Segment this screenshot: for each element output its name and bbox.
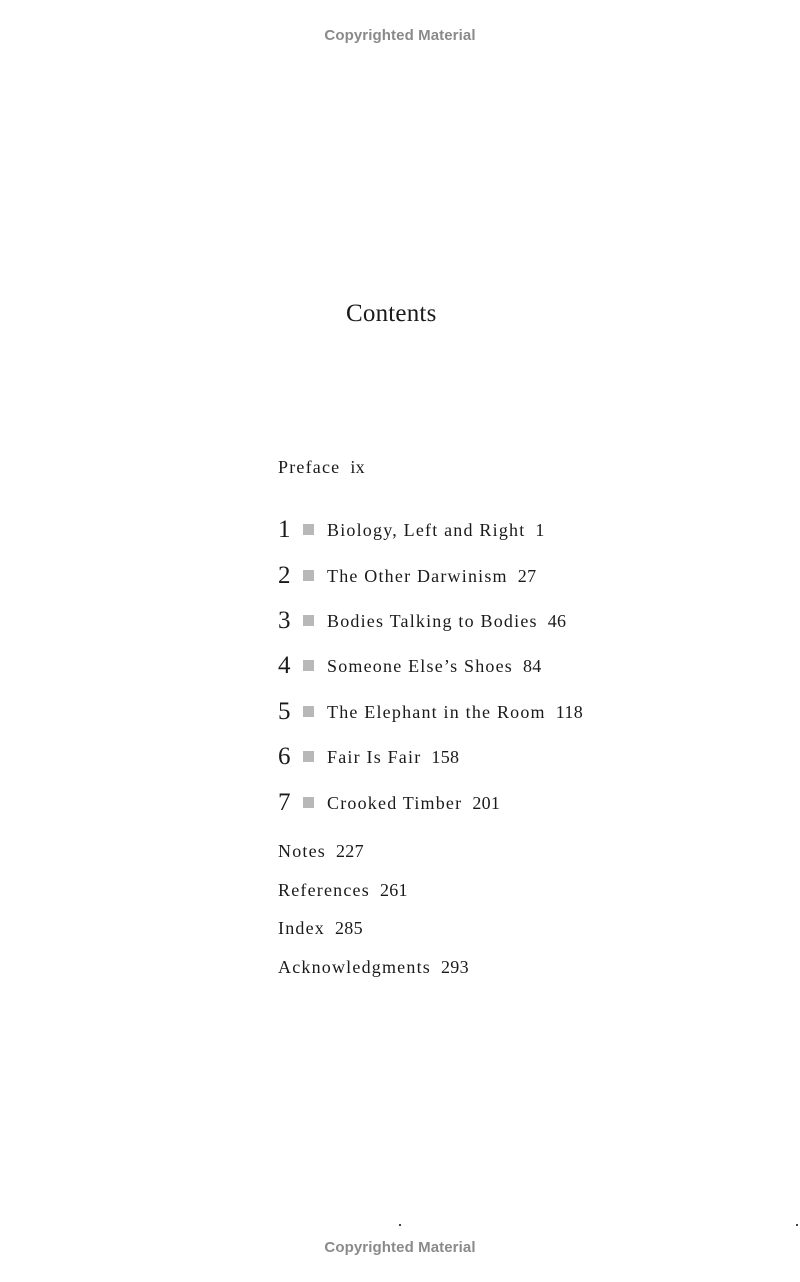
chapter-title: The Elephant in the Room — [327, 702, 546, 722]
toc-entry-label: Notes — [278, 841, 326, 861]
toc-entry-page: 293 — [440, 957, 469, 977]
chapter-title: Fair Is Fair — [327, 747, 422, 767]
toc-entry-label: Acknowledgments — [278, 957, 431, 977]
chapter-page: 84 — [523, 656, 542, 676]
bullet-square-icon — [303, 570, 314, 581]
copyright-header: Copyrighted Material — [324, 27, 476, 44]
toc-entry-references[interactable] — [278, 880, 408, 901]
bullet-square-icon — [303, 660, 314, 671]
page-title: Contents — [346, 300, 437, 327]
chapter-title: The Other Darwinism — [327, 566, 508, 586]
chapter-number: 4 — [278, 652, 291, 679]
toc-entry-notes[interactable] — [278, 841, 364, 862]
toc-entry-page: 227 — [336, 841, 364, 861]
toc-entry-label: Index — [278, 918, 325, 938]
chapter-number: 6 — [278, 743, 291, 770]
chapter-page: 118 — [555, 702, 583, 722]
chapter-page: 201 — [472, 793, 501, 813]
chapter-number: 1 — [278, 516, 291, 543]
chapter-page: 27 — [517, 566, 537, 586]
chapter-number: 7 — [278, 789, 291, 816]
toc-entry-page: 261 — [379, 880, 408, 900]
chapter-page: 46 — [547, 611, 567, 631]
chapter-title: Biology, Left and Right — [327, 520, 526, 540]
toc-entry-preface[interactable] — [278, 457, 365, 478]
chapter-page: 1 — [535, 520, 545, 540]
chapter-number: 5 — [278, 698, 291, 725]
toc-entry-acknowledgments[interactable] — [278, 957, 469, 978]
chapter-title: Bodies Talking to Bodies — [327, 611, 538, 631]
toc-entry-label: Preface — [278, 457, 341, 477]
chapter-number: 3 — [278, 607, 291, 634]
toc-entry-index[interactable] — [278, 918, 363, 939]
toc-entry-label: References — [278, 880, 370, 900]
scan-speck — [399, 1224, 401, 1226]
bullet-square-icon — [303, 524, 314, 535]
bullet-square-icon — [303, 797, 314, 808]
bullet-square-icon — [303, 751, 314, 762]
chapter-title: Crooked Timber — [327, 793, 463, 813]
copyright-footer: Copyrighted Material — [324, 1239, 476, 1256]
toc-entry-page: 285 — [334, 918, 363, 938]
bullet-square-icon — [303, 615, 314, 626]
chapter-title: Someone Else’s Shoes — [327, 656, 513, 676]
chapter-page: 158 — [431, 747, 460, 767]
toc-entry-page: ix — [350, 457, 365, 477]
chapter-number: 2 — [278, 562, 291, 589]
scan-speck — [796, 1224, 798, 1226]
bullet-square-icon — [303, 706, 314, 717]
